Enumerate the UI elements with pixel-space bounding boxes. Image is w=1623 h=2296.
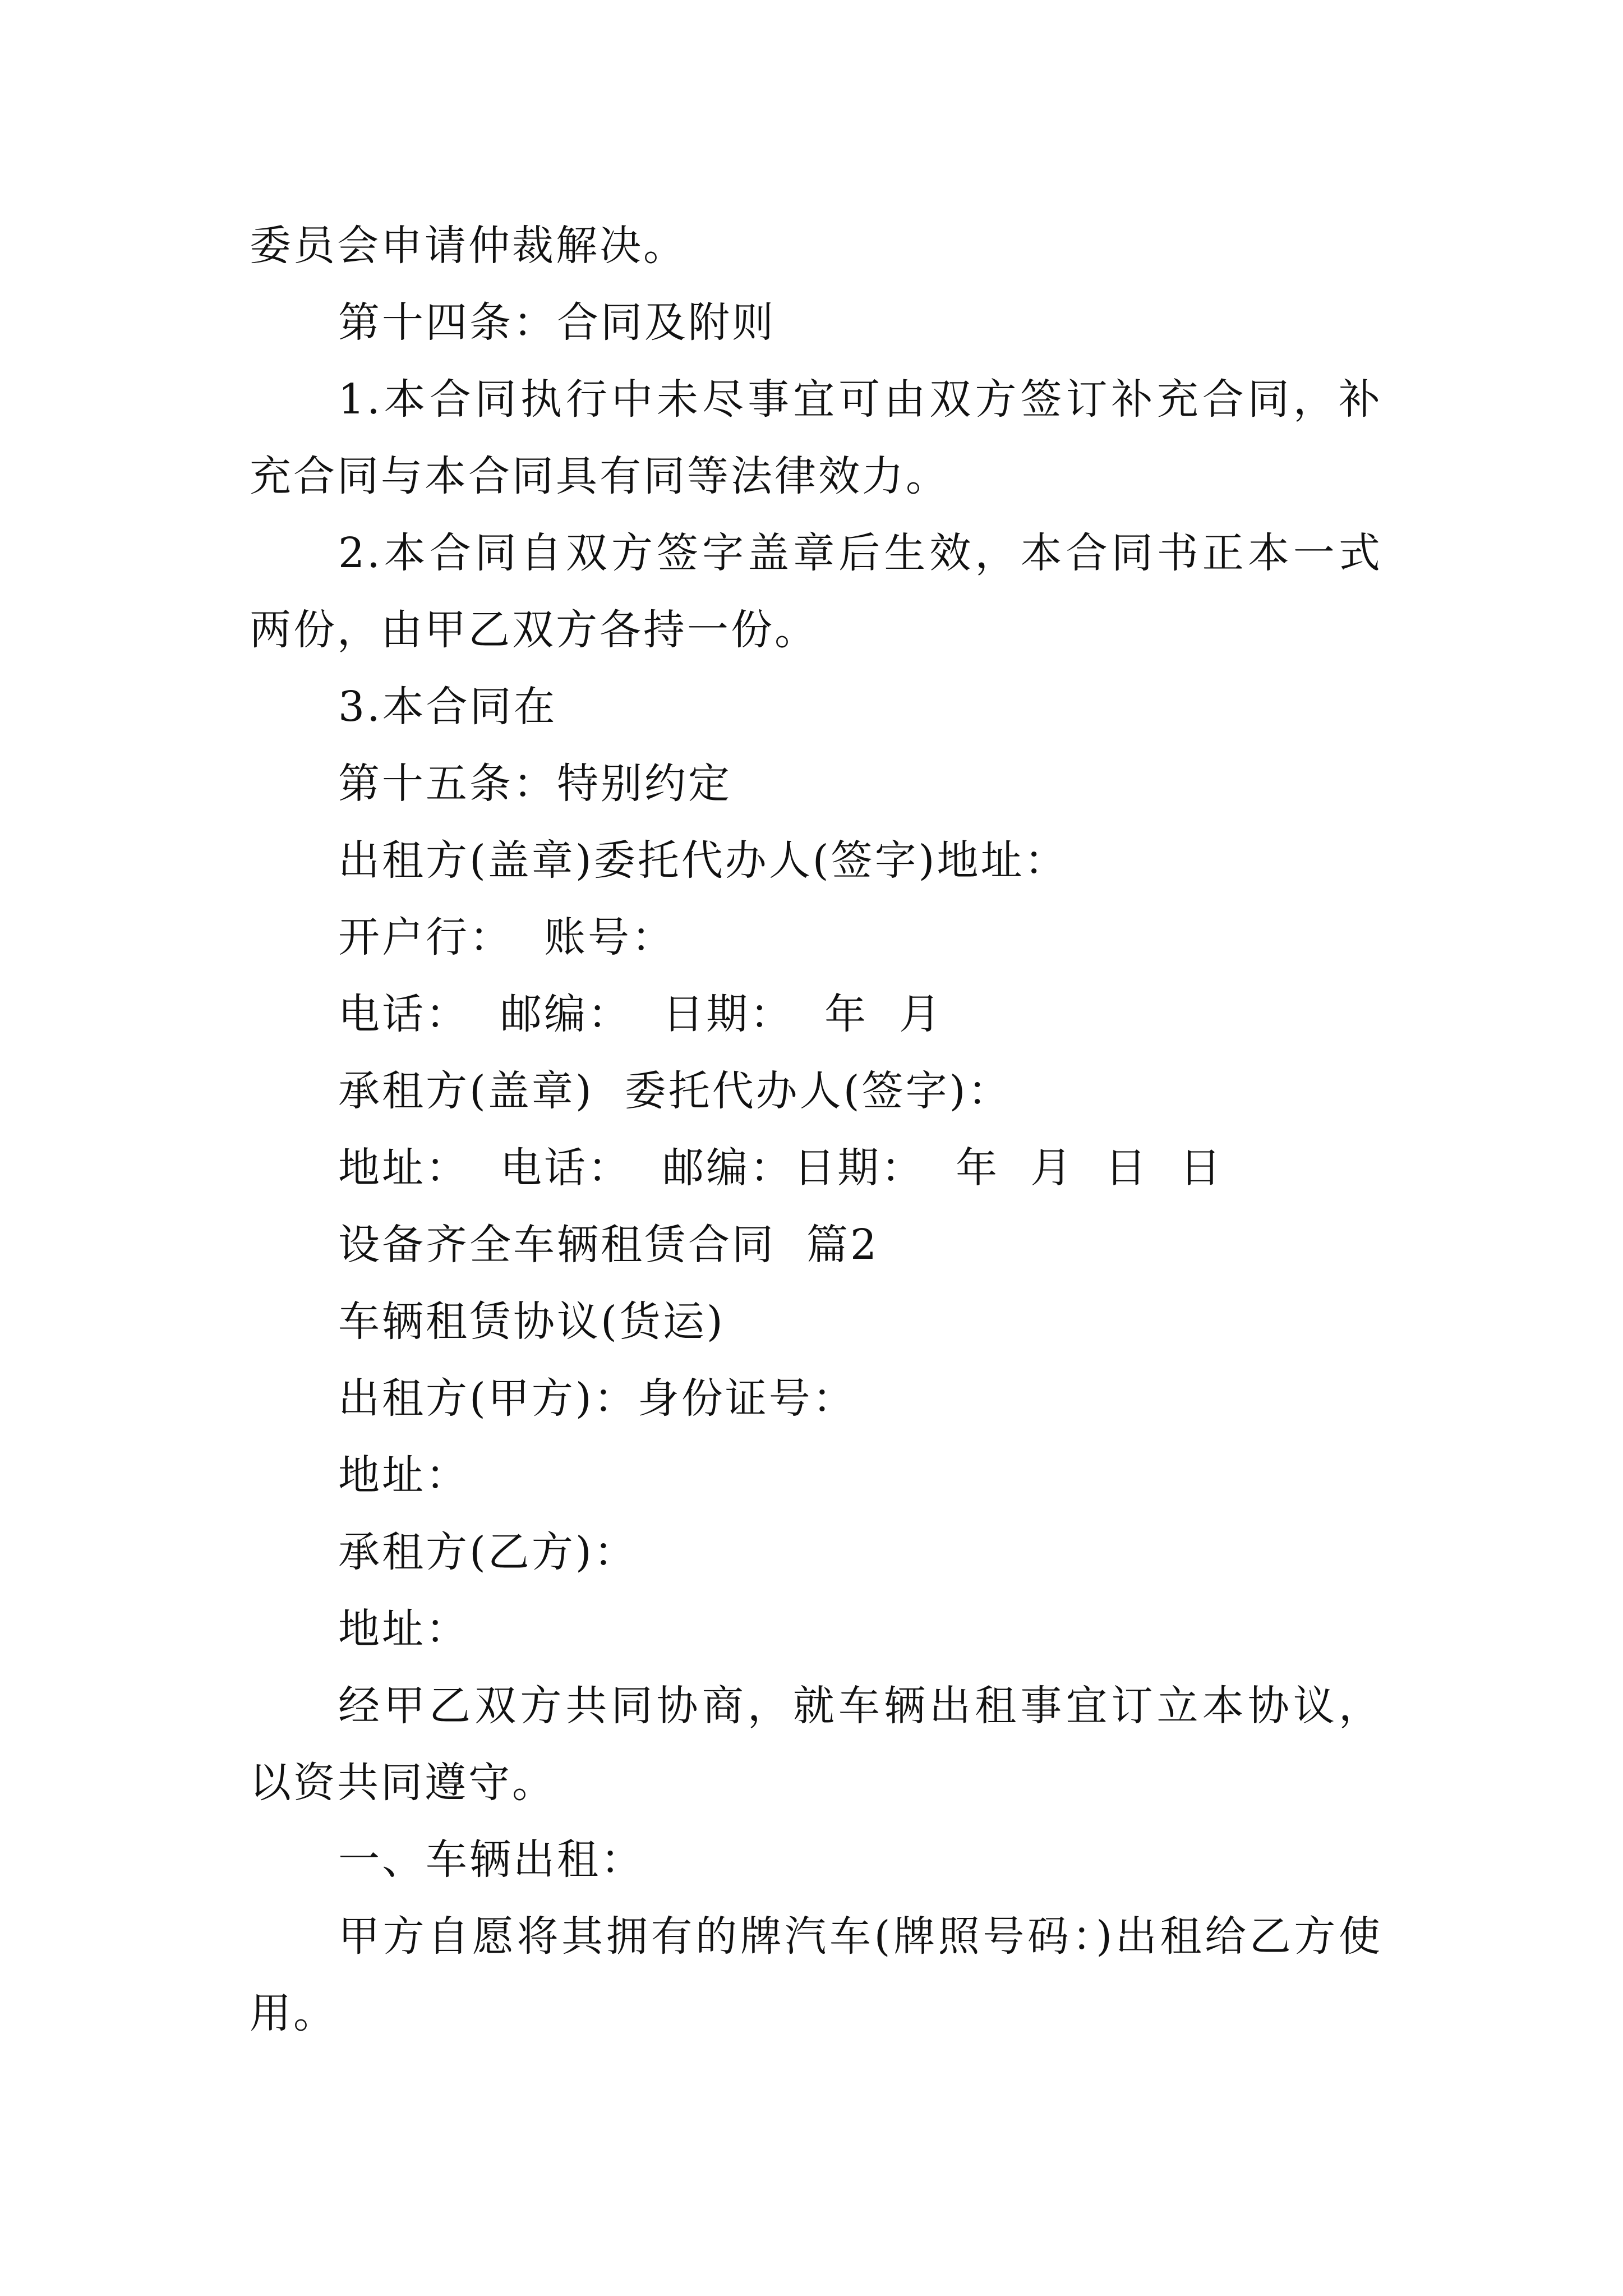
lessee-signature-line: 承租方(盖章) 委托代办人(签字)：	[338, 1067, 1012, 1115]
party-a-address: 地址：	[338, 1451, 469, 1499]
article-14-heading: 第十四条：合同及附则	[338, 298, 776, 347]
bank-account-line: 开户行： 账号：	[338, 913, 676, 961]
party-a-line: 出租方(甲方)：身份证号：	[338, 1374, 856, 1423]
party-b-line: 承租方(乙方)：	[338, 1528, 638, 1576]
paragraph-continuation: 委员会申请仲裁解决。	[250, 222, 687, 270]
agreement-title: 车辆租赁协议(货运)	[338, 1297, 725, 1346]
section-title: 设备齐全车辆租赁合同 篇2	[338, 1221, 879, 1269]
article-15-heading: 第十五条：特别约定	[338, 760, 732, 808]
paragraph-clause-2: 2.本合同自双方签字盖章后生效，本合同书正本一式两份，由甲乙双方各持一份。	[250, 529, 1382, 654]
paragraph-clause-3: 3.本合同在	[338, 683, 557, 731]
paragraph-clause-1: 1.本合同执行中未尽事宜可由双方签订补充合同，补充合同与本合同具有同等法律效力。	[250, 375, 1382, 500]
section-1-heading: 一、车辆出租：	[338, 1835, 644, 1884]
party-b-address: 地址：	[338, 1605, 469, 1653]
address-phone-date-line: 地址： 电话： 邮编：日期： 年 月 日 日	[338, 1144, 1224, 1192]
document-body	[250, 208, 1382, 2052]
section-1-body: 甲方自愿将其拥有的牌汽车(牌照号码：)出租给乙方使用。	[250, 1912, 1382, 2037]
preamble-paragraph: 经甲乙双方共同协商，就车辆出租事宜订立本协议，以资共同遵守。	[250, 1682, 1382, 1807]
phone-postcode-date-line: 电话： 邮编： 日期： 年 月	[338, 990, 943, 1038]
lessor-signature-line: 出租方(盖章)委托代办人(签字)地址：	[338, 836, 1068, 885]
